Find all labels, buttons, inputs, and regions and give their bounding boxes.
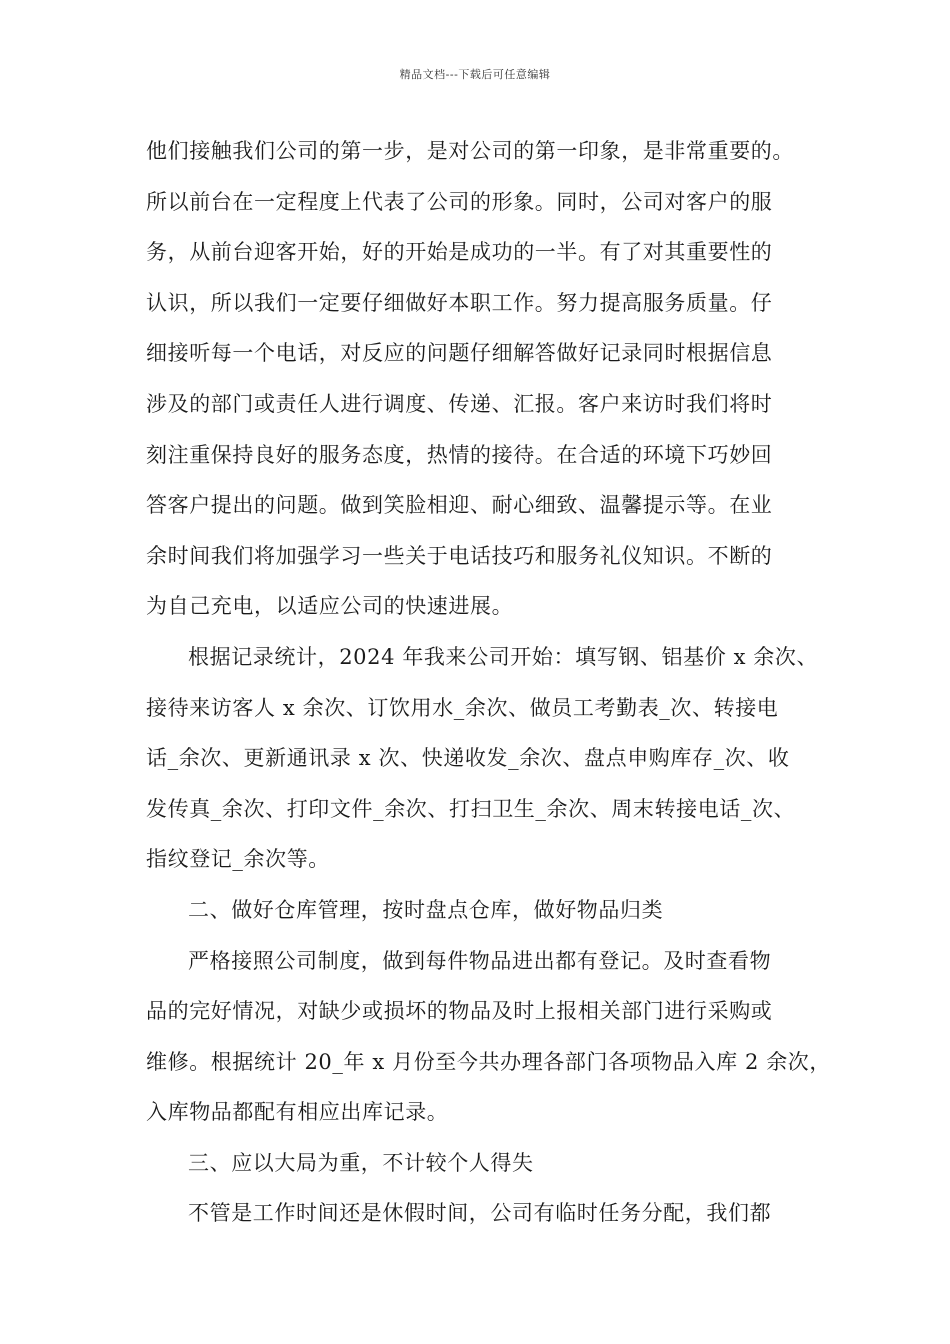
text-line: 入库物品都配有相应出库记录。 (146, 1100, 449, 1125)
text-line: 涉及的部门或责任人进行调度、传递、汇报。客户来访时我们将时 (146, 391, 773, 416)
document-body (146, 126, 831, 1239)
text-line: 话_余次、更新通讯录 x 次、快递收发_余次、盘点申购库存_次、收 (146, 746, 790, 771)
text-line: 认识，所以我们一定要仔细做好本职工作。努力提高服务质量。仔 (146, 290, 773, 315)
text-line: 细接听每一个电话，对反应的问题仔细解答做好记录同时根据信息 (146, 341, 773, 366)
text-line: 答客户提出的问题。做到笑脸相迎、耐心细致、温馨提示等。在业 (146, 493, 773, 518)
text-line: 根据记录统计，2024 年我来公司开始：填写钢、铝基价 x 余次、 (188, 644, 819, 669)
text-line: 不管是工作时间还是休假时间，公司有临时任务分配，我们都 (188, 1201, 772, 1226)
text-line: 所以前台在一定程度上代表了公司的形象。同时，公司对客户的服 (146, 189, 773, 214)
text-line: 发传真_余次、打印文件_余次、打扫卫生_余次、周末转接电话_次、 (146, 796, 796, 821)
page-header: 精品文档---下载后可任意编辑 (399, 68, 551, 81)
text-line: 为自己充电，以适应公司的快速进展。 (146, 594, 514, 619)
text-line: 指纹登记_余次等。 (146, 847, 330, 872)
text-line: 三、应以大局为重，不计较个人得失 (188, 1150, 534, 1175)
text-line: 务，从前台迎客开始，好的开始是成功的一半。有了对其重要性的 (146, 240, 773, 265)
text-line: 二、做好仓库管理，按时盘点仓库，做好物品归类 (188, 897, 664, 922)
text-line: 维修。根据统计 20_年 x 月份至今共办理各部门各项物品入库 2 余次， (146, 1049, 831, 1074)
text-line: 刻注重保持良好的服务态度，热情的接待。在合适的环境下巧妙回 (146, 442, 773, 467)
text-line: 余时间我们将加强学习一些关于电话技巧和服务礼仪知识。不断的 (146, 543, 773, 568)
text-line: 严格接照公司制度，做到每件物品进出都有登记。及时查看物 (188, 948, 772, 973)
text-line: 接待来访客人 x 余次、订饮用水_余次、做员工考勤表_次、转接电 (146, 695, 779, 720)
text-line: 品的完好情况，对缺少或损坏的物品及时上报相关部门进行采购或 (146, 999, 773, 1024)
text-line: 他们接触我们公司的第一步，是对公司的第一印象，是非常重要的。 (146, 139, 794, 163)
